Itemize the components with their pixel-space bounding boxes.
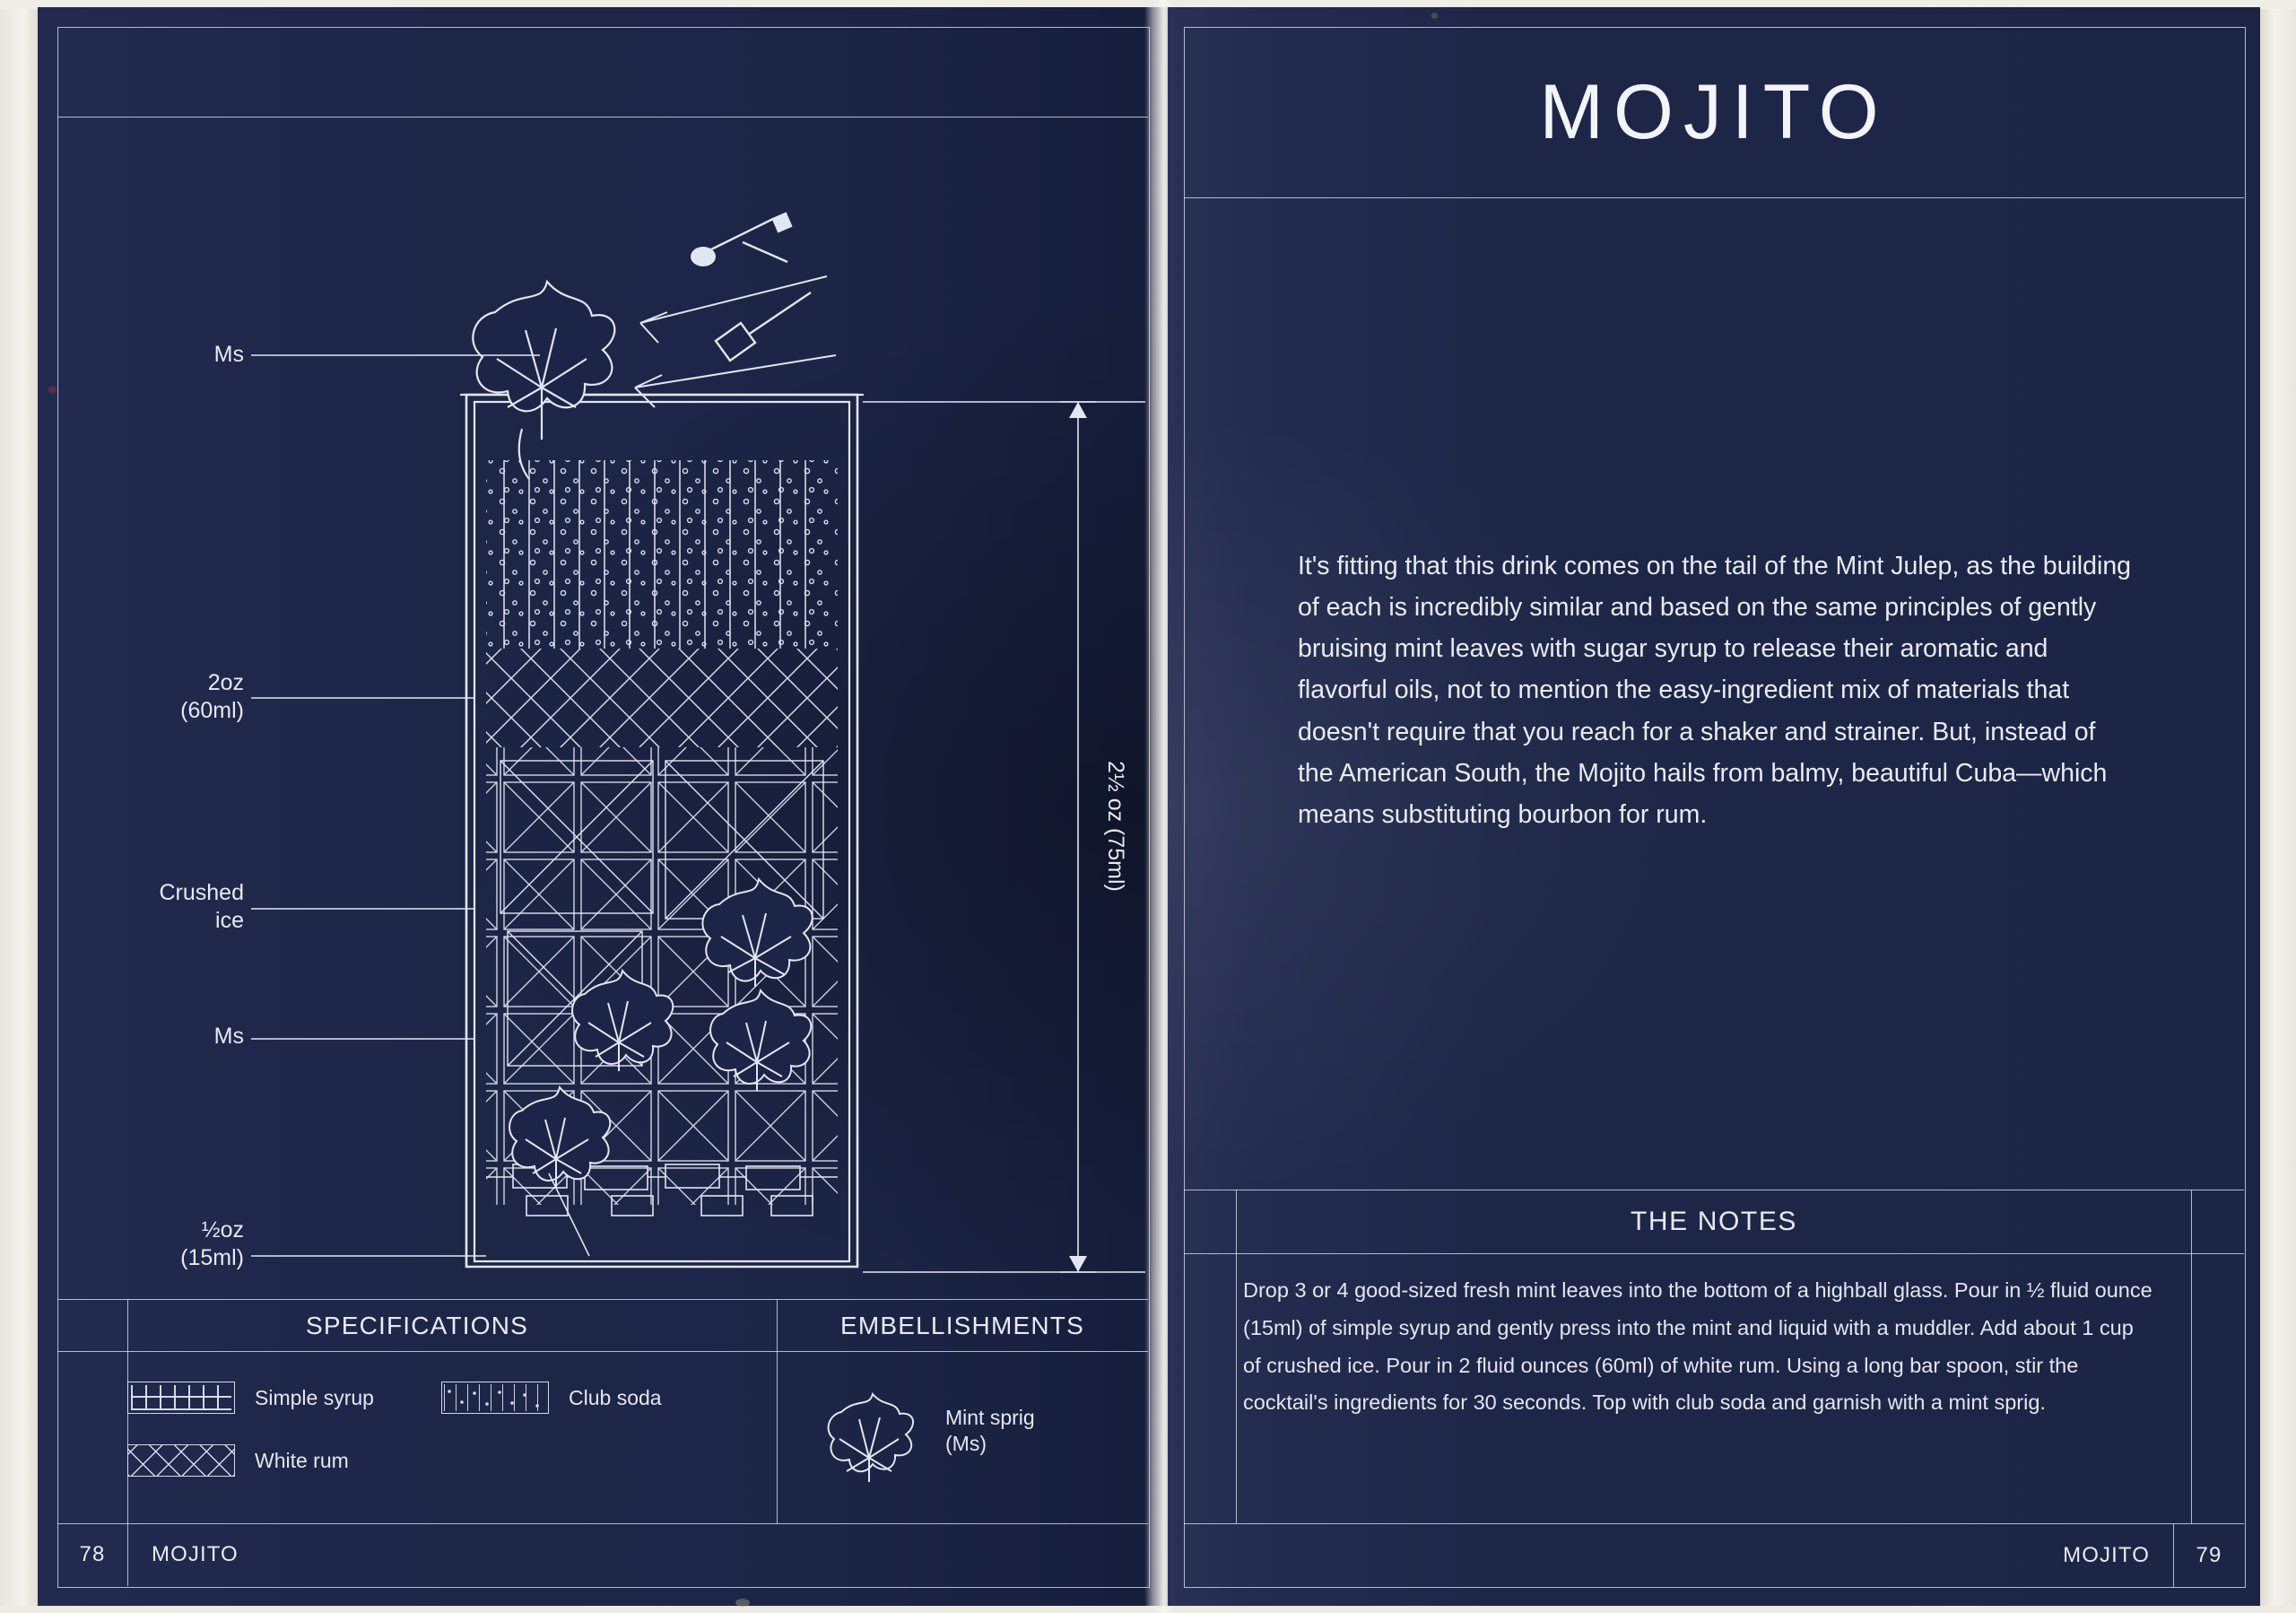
specifications-divider (57, 1351, 777, 1352)
dimension-total-volume: 2½ oz (75ml) (1103, 761, 1128, 892)
mint-label-line2: (Ms) (945, 1432, 987, 1455)
callout-syrup-line2: (15ml) (180, 1245, 244, 1271)
notes-rule-right (2191, 1252, 2192, 1523)
left-page-footer (57, 1523, 1148, 1586)
notes-header-tick-left (1236, 1190, 1237, 1253)
notes-title: THE NOTES (1630, 1207, 1798, 1236)
white-rum-swatch-icon (127, 1444, 235, 1477)
specifications-block (57, 1299, 777, 1523)
callout-ice-line2: ice (215, 908, 244, 934)
callout-rum-line2: (60ml) (180, 698, 244, 724)
callout-mint-bottom: Ms (213, 1024, 244, 1049)
callout-ice-line1: Crushed (159, 880, 244, 905)
legend-item-white-rum (127, 1444, 349, 1477)
legend-label-mint-sprig (945, 1405, 1035, 1457)
notes-text: Drop 3 or 4 good-sized fresh mint leaves into the bottom of a highball glass. Pour in ½ fluid ounce (15ml) of simple syrup and gently press into the mint and liquid with a muddler. Add about 1 cup of crushed ice. Pour in 2 fluid ounces (60ml) of white rum. Using a long bar spoon, stir the cocktail's ingredients for 30 seconds. Top with club soda and garnish with a mint sprig. (1243, 1278, 2152, 1415)
left-page (38, 7, 1168, 1606)
legend-item-club-soda (441, 1382, 662, 1414)
left-folio: 78 (57, 1523, 128, 1586)
mint-label-line1: Mint sprig (945, 1406, 1035, 1430)
right-page-footer (1184, 1523, 2244, 1587)
legend-label-simple-syrup: Simple syrup (255, 1385, 374, 1409)
left-title-band (57, 27, 1148, 118)
notes-header (1184, 1190, 2244, 1254)
right-folio: 79 (2173, 1524, 2244, 1587)
right-running-head: MOJITO (2063, 1543, 2150, 1567)
legend-label-white-rum: White rum (255, 1448, 349, 1472)
paper-edge-bottom (0, 1606, 2296, 1613)
paper-speck (48, 386, 57, 394)
simple-syrup-swatch-icon (127, 1382, 235, 1414)
recipe-intro-text: It's fitting that this drink comes on the tail of the Mint Julep, as the building of each is incredibly similar and based on the same principles of gently bruising mint leaves with sugar syrup to release their aromatic and flavorful oils, not to mention the easy-ingredient mix of materials that doesn't require that you reach for a shaker and strainer. But, instead of the American South, the Mojito hails from balmy, beautiful Cuba—which means substituting bourbon for rum. (1298, 552, 2132, 829)
callout-mint-top: Ms (213, 342, 244, 367)
notes-header-tick-right (2191, 1190, 2192, 1253)
mint-sprig-icon (809, 1373, 926, 1489)
specifications-title: SPECIFICATIONS (305, 1312, 529, 1339)
left-running-head: MOJITO (152, 1542, 239, 1566)
paper-edge-right (2260, 0, 2296, 1613)
page-title: MOJITO (1539, 68, 1889, 155)
club-soda-swatch-icon (441, 1382, 549, 1414)
callout-syrup-line1: ½oz (201, 1217, 244, 1242)
paper-edge-left (0, 0, 39, 1613)
legend-item-simple-syrup (127, 1382, 374, 1414)
paper-speck (1431, 13, 1438, 19)
paper-speck (735, 1599, 750, 1607)
embellishments-title: EMBELLISHMENTS (840, 1312, 1084, 1339)
embellishments-divider (777, 1351, 1148, 1352)
callout-rum-line1: 2oz (207, 670, 244, 695)
legend-item-mint-sprig (809, 1373, 1035, 1489)
embellishments-block (777, 1299, 1148, 1523)
right-page (1168, 7, 2260, 1606)
legend-label-club-soda: Club soda (569, 1385, 662, 1409)
recipe-title-band (1184, 27, 2244, 198)
